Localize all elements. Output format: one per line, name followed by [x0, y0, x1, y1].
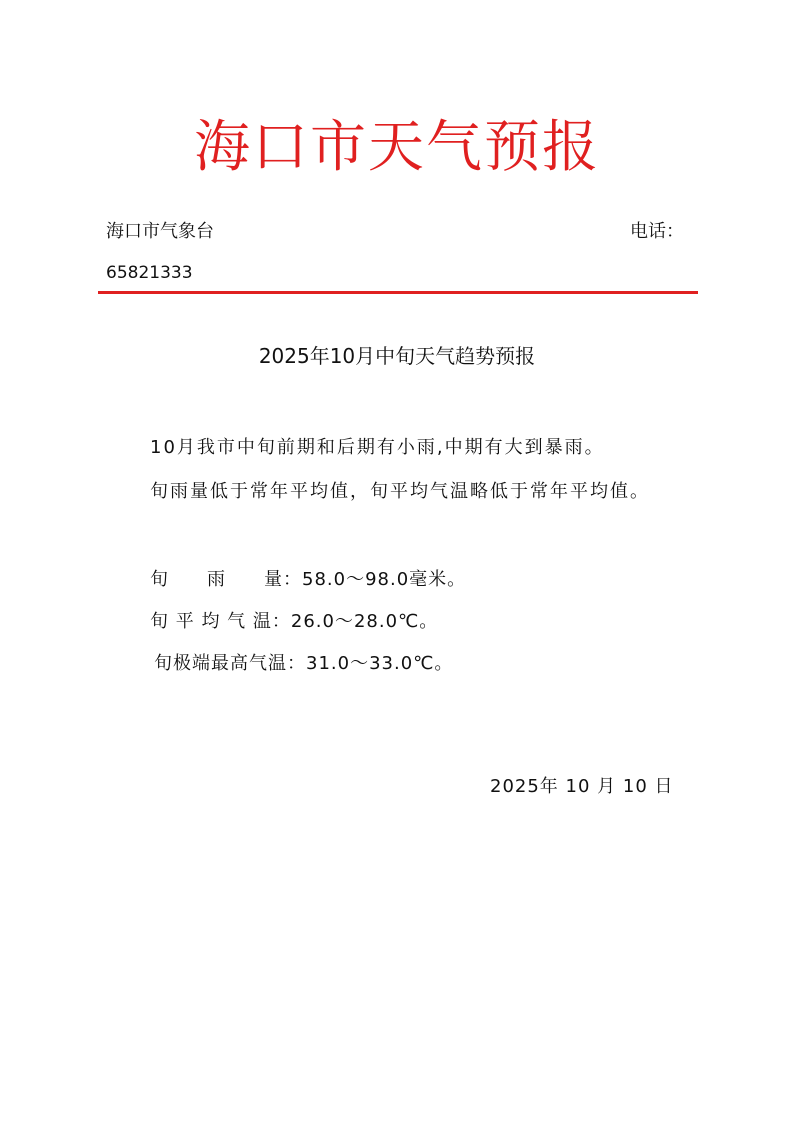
report-date: 2025年 10 月 10 日 [490, 776, 674, 797]
forecast-paragraph: 旬雨量低于常年平均值，旬平均气温略低于常年平均值。 [150, 481, 650, 502]
header-divider [98, 291, 698, 294]
forecast-paragraph: 10月我市中旬前期和后期有小雨,中期有大到暴雨。 [150, 437, 605, 458]
phone-number: 65821333 [106, 263, 193, 283]
page-title: 海口市天气预报 [194, 115, 600, 180]
organization-name: 海口市气象台 [106, 221, 214, 242]
report-subtitle: 2025年10月中旬天气趋势预报 [258, 344, 536, 368]
max-temperature-item: 旬极端最高气温：31.0～33.0℃。 [154, 653, 454, 674]
phone-label: 电话： [630, 221, 684, 242]
rainfall-item: 旬 雨 量：58.0～98.0毫米。 [150, 569, 467, 590]
average-temperature-item: 旬 平 均 气 温：26.0～28.0℃。 [150, 611, 439, 632]
